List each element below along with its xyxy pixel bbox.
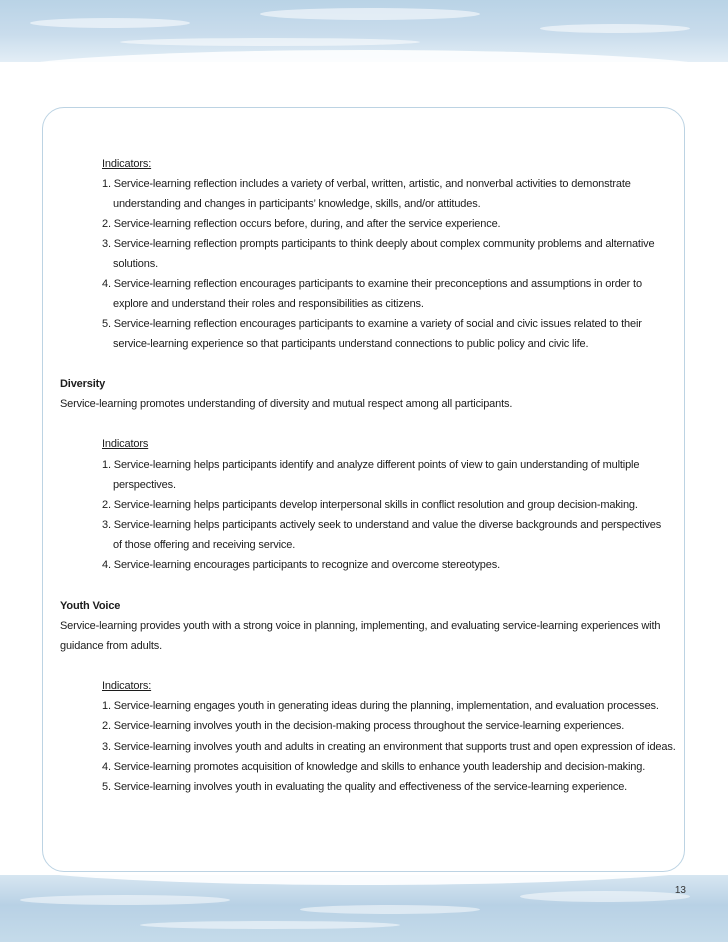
- list-item: 4. Service-learning promotes acquisition of knowledge and skills to enhance youth leadership and decision-making.: [102, 761, 646, 773]
- list-item: 1. Service-learning engages youth in generating ideas during the planning, implementation, and evaluation processes.: [102, 700, 659, 712]
- list-item: 3. Service-learning helps participants actively seek to understand and value the diverse backgrounds and perspectives: [102, 519, 662, 531]
- bottom-decorative-band: [0, 875, 728, 942]
- list-item: 5. Service-learning reflection encourages participants to examine a variety of social and civic issues related to their: [102, 318, 642, 330]
- youth-voice-description-continuation: guidance from adults.: [60, 640, 163, 652]
- youth-voice-indicators-label: Indicators:: [102, 680, 152, 692]
- list-item: 3. Service-learning involves youth and adults in creating an environment that supports trust and open expression of ideas.: [102, 741, 676, 753]
- list-item: 3. Service-learning reflection prompts participants to think deeply about complex community problems and alternative: [102, 238, 655, 250]
- list-item: 2. Service-learning involves youth in the decision-making process throughout the service-learning experiences.: [102, 720, 625, 732]
- list-item-continuation: perspectives.: [113, 479, 176, 491]
- list-item: 1. Service-learning helps participants identify and analyze different points of view to gain understanding of multiple: [102, 459, 640, 471]
- list-item-continuation: solutions.: [113, 258, 158, 270]
- youth-voice-heading: Youth Voice: [60, 600, 121, 612]
- list-item: 2. Service-learning reflection occurs before, during, and after the service experience.: [102, 218, 501, 230]
- list-item-continuation: explore and understand their roles and responsibilities as citizens.: [113, 298, 424, 310]
- list-item: 4. Service-learning encourages participants to recognize and overcome stereotypes.: [102, 559, 500, 571]
- list-item: 1. Service-learning reflection includes a variety of verbal, written, artistic, and nonverbal activities to demonstrate: [102, 178, 631, 190]
- list-item-continuation: of those offering and receiving service.: [113, 539, 296, 551]
- list-item: 2. Service-learning helps participants develop interpersonal skills in conflict resolution and group decision-making.: [102, 499, 638, 511]
- page-number: 13: [674, 885, 686, 896]
- list-item-continuation: understanding and changes in participants’ knowledge, skills, and/or attitudes.: [113, 198, 481, 210]
- diversity-indicators-label: Indicators: [102, 438, 149, 450]
- diversity-description: Service-learning promotes understanding of diversity and mutual respect among all participants.: [60, 398, 513, 410]
- diversity-heading: Diversity: [60, 378, 106, 390]
- reflection-indicators-label: Indicators:: [102, 158, 152, 170]
- list-item-continuation: service-learning experience so that participants understand connections to public policy and civic life.: [113, 338, 589, 350]
- list-item: 5. Service-learning involves youth in evaluating the quality and effectiveness of the service-learning experience.: [102, 781, 628, 793]
- list-item: 4. Service-learning reflection encourages participants to examine their preconceptions and assumptions in order to: [102, 278, 642, 290]
- youth-voice-description: Service-learning provides youth with a strong voice in planning, implementing, and evaluating service-learning experiences with: [60, 620, 661, 632]
